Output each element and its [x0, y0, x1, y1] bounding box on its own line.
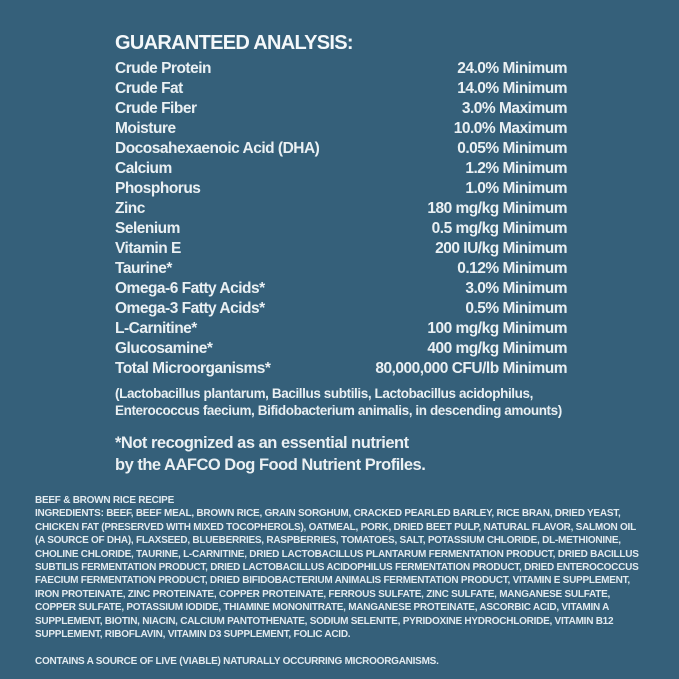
nutrient-value: 0.5 mg/kg Minimum: [431, 220, 567, 237]
nutrient-value: 80,000,000 CFU/lb Minimum: [375, 360, 567, 377]
aafco-footnote: [115, 432, 567, 476]
nutrient-label: Moisture: [115, 120, 176, 137]
nutrient-label: Omega-6 Fatty Acids*: [115, 280, 265, 297]
ingredients-panel: [0, 476, 679, 669]
nutrient-row: [115, 99, 567, 119]
ingredients-label: INGREDIENTS:: [35, 508, 104, 520]
nutrient-value: 1.2% Minimum: [465, 160, 567, 177]
nutrient-label: Docosahexaenoic Acid (DHA): [115, 140, 320, 157]
nutrient-value: 3.0% Minimum: [465, 280, 567, 297]
nutrient-value: 180 mg/kg Minimum: [427, 200, 567, 217]
nutrient-row: [115, 119, 567, 139]
nutrient-value: 10.0% Maximum: [453, 120, 567, 137]
microorganisms-note-line2: Enterococcus faecium, Bifidobacterium animalis, in descending amounts): [115, 402, 562, 418]
nutrient-row: [115, 219, 567, 239]
nutrient-label: L-Carnitine*: [115, 320, 197, 337]
microorganisms-note-line1: (Lactobacillus plantarum, Bacillus subtilis, Lactobacillus acidophilus,: [115, 386, 533, 401]
nutrient-row: [115, 159, 567, 179]
nutrient-value: 0.05% Minimum: [457, 140, 567, 157]
nutrient-label: Crude Fiber: [115, 100, 197, 117]
nutrient-label: Vitamin E: [115, 240, 181, 257]
nutrient-row: [115, 139, 567, 159]
nutrient-row: [115, 279, 567, 299]
nutrient-row: [115, 179, 567, 199]
nutrient-value: 24.0% Minimum: [457, 60, 567, 77]
aafco-footnote-line2: by the AAFCO Dog Food Nutrient Profiles.: [115, 456, 426, 474]
aafco-footnote-line1: *Not recognized as an essential nutrient: [115, 434, 409, 452]
nutrient-value: 200 IU/kg Minimum: [435, 240, 567, 257]
nutrient-value: 0.5% Minimum: [465, 300, 567, 317]
nutrient-value: 400 mg/kg Minimum: [427, 340, 567, 357]
nutrient-value: 1.0% Minimum: [465, 180, 567, 197]
nutrient-label: Zinc: [115, 200, 145, 217]
nutrient-label: Selenium: [115, 220, 180, 237]
contains-microorganisms-note: CONTAINS A SOURCE OF LIVE (VIABLE) NATURALLY OCCURRING MICROORGANISMS.: [35, 656, 439, 668]
nutrient-row: [115, 319, 567, 339]
nutrient-row: [115, 59, 567, 79]
nutrient-value: 100 mg/kg Minimum: [427, 320, 567, 337]
nutrient-value: 0.12% Minimum: [457, 260, 567, 277]
nutrient-row: [115, 239, 567, 259]
ingredients-list: BEEF, BEEF MEAL, BROWN RICE, GRAIN SORGHUM, CRACKED PEARLED BARLEY, RICE BRAN, DRIED YEAST, CHICKEN FAT (PRESERVED WITH MIXED TOCOPHEROLS), OATMEAL, PORK, DRIED BEET PULP, NATURAL FLAVOR, SALMON OIL (A SOURCE OF DHA), FLAXSEED, BLUEBERRIES, RASPBERRIES, TOMATOES, SALT, POTASSIUM CHLORIDE, DL-METHIONINE, CHOLINE CHLORIDE, TAURINE, L-CARNITINE, DRIED LACTOBACILLUS PLANTARUM FERMENTATION PRODUCT, DRIED BACILLUS SUBTILIS FERMENTATION PRODUCT, DRIED LACTOBACILLUS ACIDOPHILUS FERMENTATION PRODUCT, DRIED ENTEROCOCCUS FAECIUM FERMENTATION PRODUCT, DRIED BIFIDOBACTERIUM ANIMALIS FERMENTATION PRODUCT, VITAMIN E SUPPLEMENT, IRON PROTEINATE, ZINC PROTEINATE, COPPER PROTEINATE, FERROUS SULFATE, ZINC SULFATE, MANGANESE SULFATE, COPPER SULFATE, POTASSIUM IODIDE, THIAMINE MONONITRATE, MANGANESE PROTEINATE, ASCORBIC ACID, VITAMIN A SUPPLEMENT, BIOTIN, NIACIN, CALCIUM PANTOTHENATE, SODIUM SELENITE, PYRIDOXINE HYDROCHLORIDE, VITAMIN B12 SUPPLEMENT, RIBOFLAVIN, VITAMIN D3 SUPPLEMENT, FOLIC ACID.: [35, 508, 639, 641]
nutrient-value: 3.0% Maximum: [461, 100, 567, 117]
nutrient-label: Glucosamine*: [115, 340, 213, 357]
recipe-title: BEEF & BROWN RICE RECIPE: [35, 495, 175, 506]
nutrient-row: [115, 359, 567, 379]
nutrient-label: Total Microorganisms*: [115, 360, 271, 377]
nutrient-label: Taurine*: [115, 260, 172, 277]
microorganisms-note: [115, 386, 567, 419]
nutrient-row: [115, 339, 567, 359]
nutrient-value: 14.0% Minimum: [457, 80, 567, 97]
nutrient-label: Phosphorus: [115, 180, 201, 197]
nutrient-label: Omega-3 Fatty Acids*: [115, 300, 265, 317]
guaranteed-analysis-heading: GUARANTEED ANALYSIS:: [115, 32, 353, 54]
nutrient-row: [115, 199, 567, 219]
ingredients-paragraph: [35, 507, 647, 641]
nutrient-table: [115, 59, 567, 379]
nutrient-label: Crude Protein: [115, 60, 211, 77]
nutrient-row: [115, 79, 567, 99]
nutrient-row: [115, 259, 567, 279]
nutrient-row: [115, 299, 567, 319]
nutrient-label: Calcium: [115, 160, 172, 177]
nutrient-label: Crude Fat: [115, 80, 183, 97]
